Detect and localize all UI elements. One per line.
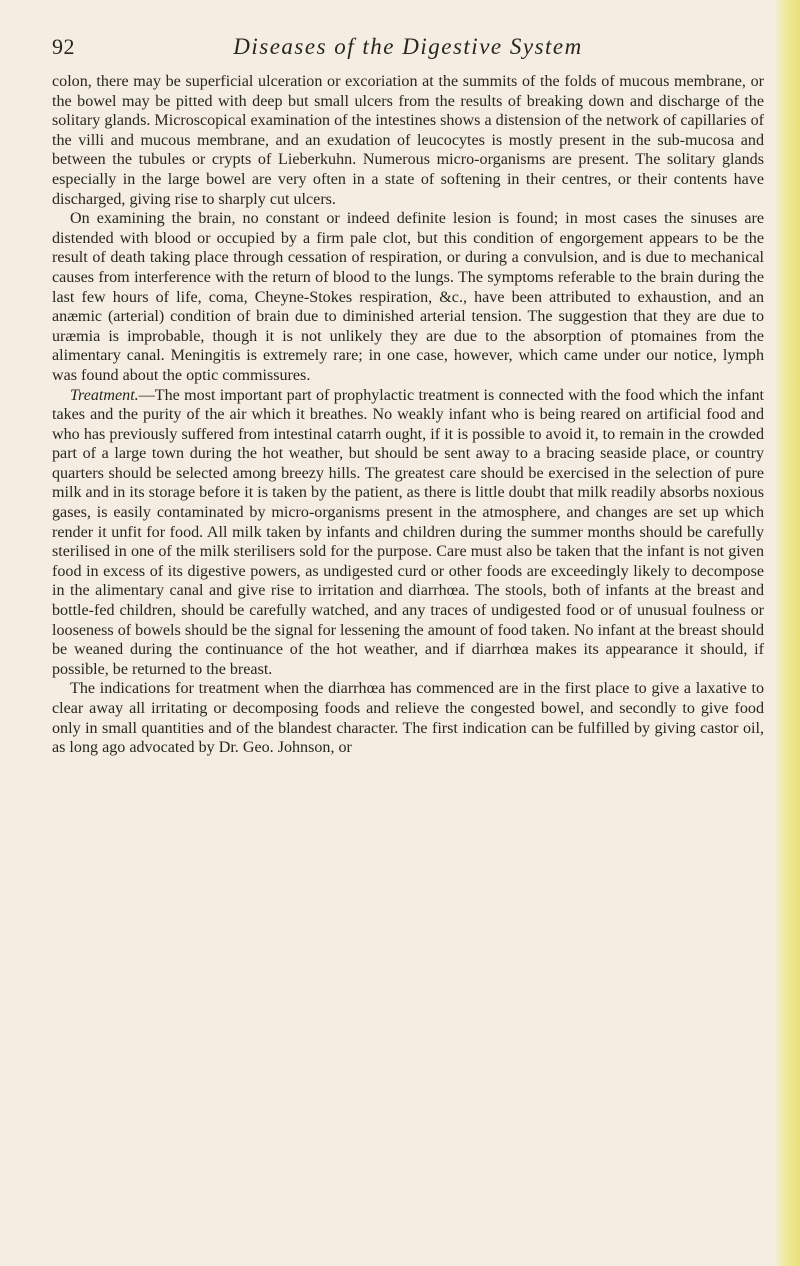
paragraph-pathology: colon, there may be superficial ulceration or excoriation at the summits of the folds of mucous membrane, or the bowel may be pitted with deep but small ulcers from the results of breaking down and discharge of the solitary glands. Microscopical examination of the intestines shows a distension of the network of capillaries of the villi and mucous membrane, and an exudation of leucocytes is mostly present in the sub-mucosa and between the tubules or crypts of Lieberkuhn. Numerous micro-organisms are present. The solitary glands especially in the large bowel are very often in a state of softening in their centres, or their contents have discharged, giving rise to sharply cut ulcers.: [52, 73, 764, 208]
running-title: Diseases of the Digestive System: [233, 34, 583, 59]
page-edge-tint: [774, 0, 800, 1266]
paragraph-indications: The indications for treatment when the diarrhœa has commenced are in the first place to give a laxative to clear away all irritating or decomposing foods and relieve the congested bowel, and secondly to give food only in small quantities and of the blandest character. The first indication can be fulfilled by giving castor oil, as long ago advocated by Dr. Geo. Johnson, or: [52, 680, 764, 757]
treatment-text: —The most important part of prophylactic treatment is connected with the food which the infant takes and the purity of the air which it breathes. No weakly infant who is being reared on artificial food and who has previously suffered from intestinal catarrh ought, if it is possible to avoid it, to remain in the crowded part of a large town during the hot weather, but should be sent away to a bracing seaside place, or country quarters should be selected among breezy hills. The greatest care should be exercised in the selection of pure milk and in its storage before it is taken by the patient, as there is little doubt that milk readily absorbs noxious gases, is easily contaminated by micro-organisms present in the atmosphere, and changes are set up which render it unfit for food. All milk taken by infants and children during the summer months should be carefully sterilised in one of the milk sterilisers sold for the purpose. Care must also be taken that the infant is not given food in excess of its digestive powers, as undigested curd or other foods are exceedingly likely to decompose in the alimentary canal and give rise to irritation and diarrhœa. The stools, both of infants at the breast and bottle-fed children, should be carefully watched, and any traces of undigested food or of unusual foulness or looseness of bowels should be the signal for lessening the amount of food taken. No infant at the breast should be weaned during the continuance of the hot weather, and if diarrhœa makes its appearance it should, if possible, be returned to the breast.: [52, 386, 764, 678]
page-number: 92: [52, 34, 75, 59]
body-text: [52, 72, 764, 758]
paragraph-brain: On examining the brain, no constant or indeed definite lesion is found; in most cases the sinuses are distended with blood or occupied by a firm pale clot, but this condition of engorgement appears to be the result of death taking place through cessation of respiration, or during a convulsion, and is due to mechanical causes from interference with the return of blood to the lungs. The symptoms referable to the brain during the last few hours of life, coma, Cheyne-Stokes respiration, &c., have been attributed to exhaustion, and an anæmic (arterial) condition of brain due to diminished arterial tension. The suggestion that they are due to uræmia is improbable, though it is not unlikely they are due to the absorption of ptomaines from the alimentary canal. Meningitis is extremely rare; in one case, however, which came under our notice, lymph was found about the optic commissures.: [52, 210, 764, 384]
treatment-heading: Treatment.: [70, 386, 139, 404]
page-header: [52, 34, 764, 68]
paragraph-treatment: [52, 386, 764, 680]
